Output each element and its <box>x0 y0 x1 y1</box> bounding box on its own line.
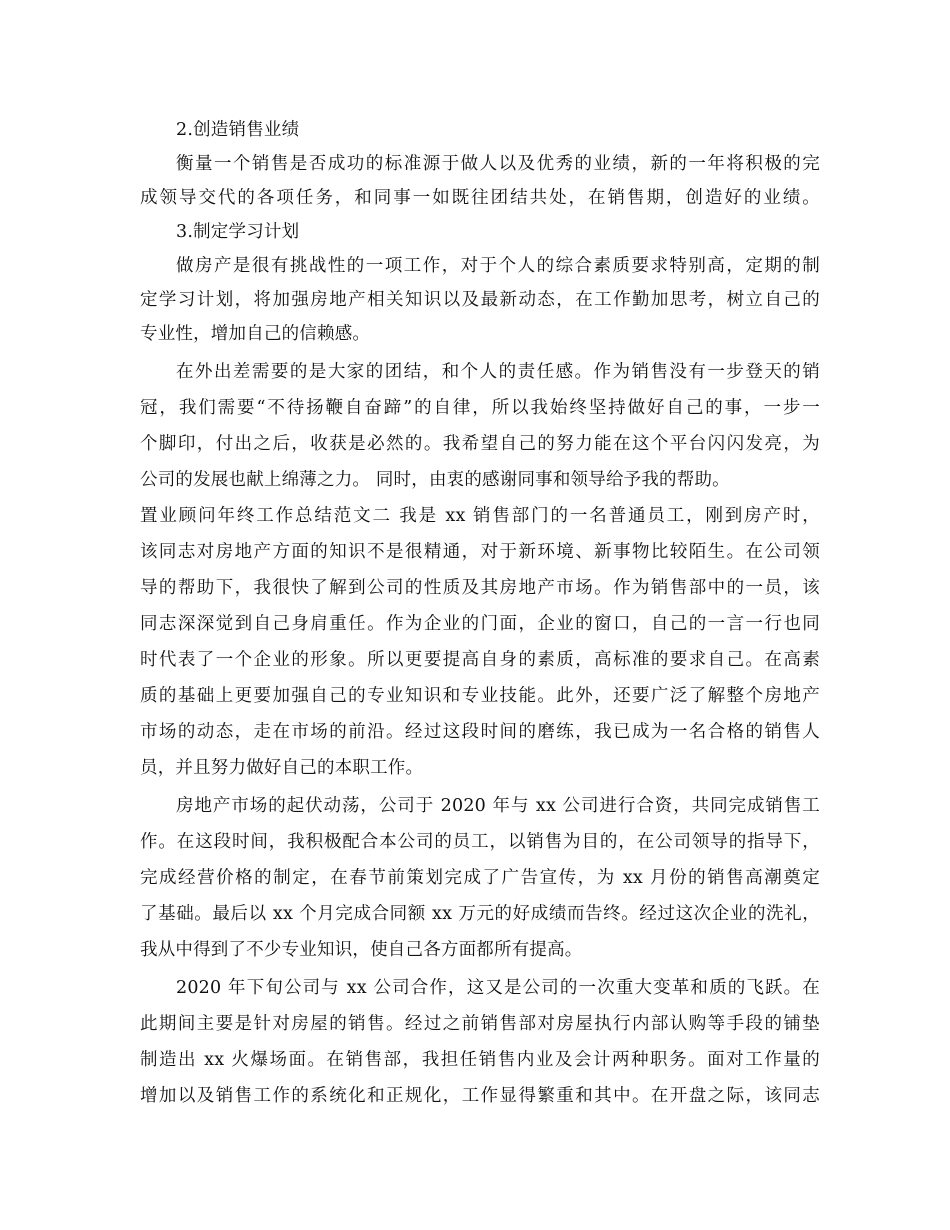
paragraph-line: 个脚印，付出之后，收获是必然的。我希望自己的努力能在这个平台闪闪发亮，为 <box>140 434 820 454</box>
paragraph-line: 在外出差需要的是大家的团结，和个人的责任感。作为销售没有一步登天的销 <box>176 362 820 382</box>
paragraph-line: 完成经营价格的制定，在春节前策划完成了广告宣传，为 xx 月份的销售高潮奠定 <box>140 868 820 888</box>
paragraph-line: 了基础。最后以 xx 个月完成合同额 xx 万元的好成绩而告终。经过这次企业的洗礼， <box>140 904 820 924</box>
paragraph-line: 冠，我们需要“不待扬鞭自奋蹄”的自律，所以我始终坚持做好自己的事，一步一 <box>140 398 820 418</box>
paragraph-line: 时代表了一个企业的形象。所以更要提高自身的素质，高标准的要求自己。在高素 <box>140 650 820 670</box>
heading-learning-plan: 3.制定学习计划 <box>176 222 300 242</box>
paragraph-line: 做房产是很有挑战性的一项工作，对于个人的综合素质要求特别高，定期的制 <box>176 256 820 276</box>
paragraph-line: 成领导交代的各项任务，和同事一如既往团结共处，在销售期，创造好的业绩。 <box>140 188 820 208</box>
paragraph-line: 此期间主要是针对房屋的销售。经过之前销售部对房屋执行内部认购等手段的铺垫 <box>140 1014 820 1034</box>
paragraph-line: 专业性，增加自己的信赖感。 <box>140 324 371 344</box>
paragraph-line: 制造出 xx 火爆场面。在销售部，我担任销售内业及会计两种职务。面对工作量的 <box>140 1050 820 1070</box>
paragraph-line: 市场的动态，走在市场的前沿。经过这段时间的磨练，我已成为一名合格的销售人 <box>140 722 820 742</box>
paragraph-line: 公司的发展也献上绵薄之力。 同时，由衷的感谢同事和领导给予我的帮助。 <box>140 470 730 490</box>
paragraph-line: 我从中得到了不少专业知识，使自己各方面都所有提高。 <box>140 940 583 960</box>
paragraph-line: 该同志对房地产方面的知识不是很精通，对于新环境、新事物比较陌生。在公司领 <box>140 542 820 562</box>
paragraph-line: 衡量一个销售是否成功的标准源于做人以及优秀的业绩，新的一年将积极的完 <box>176 154 820 174</box>
section-title-line: 置业顾问年终工作总结范文二 我是 xx 销售部门的一名普通员工，刚到房产时， <box>140 506 820 526</box>
paragraph-line: 2020 年下旬公司与 xx 公司合作，这又是公司的一次重大变革和质的飞跃。在 <box>176 978 820 998</box>
paragraph-line: 员，并且努力做好自己的本职工作。 <box>140 758 424 778</box>
paragraph-line: 定学习计划，将加强房地产相关知识以及最新动态，在工作勤加思考，树立自己的 <box>140 290 820 310</box>
paragraph-line: 同志深深觉到自己身肩重任。作为企业的门面，企业的窗口，自己的一言一行也同 <box>140 614 820 634</box>
paragraph-line: 质的基础上更要加强自己的专业知识和专业技能。此外，还要广泛了解整个房地产 <box>140 686 820 706</box>
paragraph-line: 房地产市场的起伏动荡，公司于 2020 年与 xx 公司进行合资，共同完成销售工 <box>176 796 820 816</box>
heading-create-sales-performance: 2.创造销售业绩 <box>176 120 300 140</box>
paragraph-line: 作。在这段时间，我积极配合本公司的员工，以销售为目的，在公司领导的指导下， <box>140 832 820 852</box>
paragraph-line: 增加以及销售工作的系统化和正规化，工作显得繁重和其中。在开盘之际，该同志 <box>140 1086 820 1106</box>
paragraph-line: 导的帮助下，我很快了解到公司的性质及其房地产市场。作为销售部中的一员，该 <box>140 578 820 598</box>
